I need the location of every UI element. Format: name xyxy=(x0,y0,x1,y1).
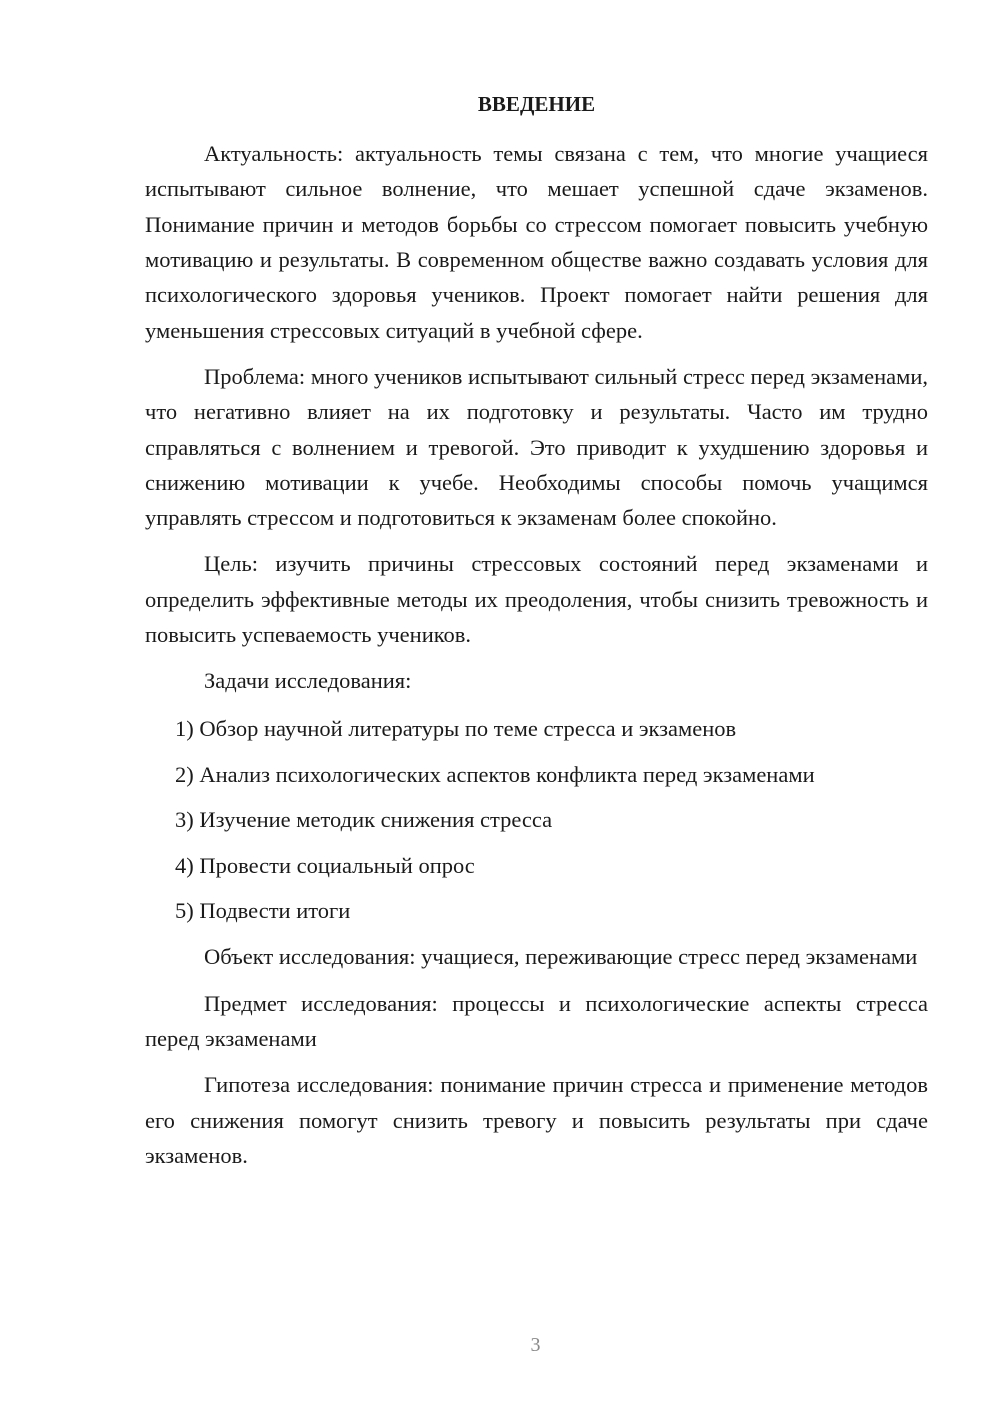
document-page xyxy=(145,92,928,1184)
page-number: 3 xyxy=(530,1334,541,1356)
paragraph-problem: Проблема: много учеников испытывают сильный стресс перед экзаменами, что негативно влияет на их подготовку и результаты. Часто им трудно справляться с волнением и тревогой. Это приводит к ухудшению здоровья и снижению мотивации к учебе. Необходимы способы помочь учащимся управлять стрессом и подготовиться к экзаменам более спокойно. xyxy=(145,363,928,531)
paragraph-object: Объект исследования: учащиеся, переживающие стресс перед экзаменами xyxy=(204,944,918,970)
paragraph-relevance: Актуальность: актуальность темы связана с тем, что многие учащиеся испытывают сильное волнение, что мешает успешной сдаче экзаменов. Понимание причин и методов борьбы со стрессом помогает повысить учебную мотивацию и результаты. В современном обществе важно создавать условия для психологического здоровья учеников. Проект помогает найти решения для уменьшения стрессовых ситуаций в учебной сфере. xyxy=(145,141,928,343)
task-item-5: 5) Подвести итоги xyxy=(175,898,351,924)
paragraph-subject: Предмет исследования: процессы и психологические аспекты стресса перед экзаменами xyxy=(145,990,928,1051)
tasks-list xyxy=(145,711,928,928)
task-item-1: 1) Обзор научной литературы по теме стресса и экзаменов xyxy=(175,716,737,742)
task-item-2: 2) Анализ психологических аспектов конфликта перед экзаменами xyxy=(175,761,815,787)
paragraph-hypothesis: Гипотеза исследования: понимание причин стресса и применение методов его снижения помогут снизить тревогу и повысить результаты при сдаче экзаменов. xyxy=(145,1072,928,1168)
tasks-heading: Задачи исследования: xyxy=(204,668,412,694)
paragraph-goal: Цель: изучить причины стрессовых состояний перед экзаменами и определить эффективные методы их преодоления, чтобы снизить тревожность и повысить успеваемость учеников. xyxy=(145,551,928,648)
task-item-4: 4) Провести социальный опрос xyxy=(175,852,475,878)
section-title: ВВЕДЕНИЕ xyxy=(477,92,596,116)
task-item-3: 3) Изучение методик снижения стресса xyxy=(175,807,553,833)
